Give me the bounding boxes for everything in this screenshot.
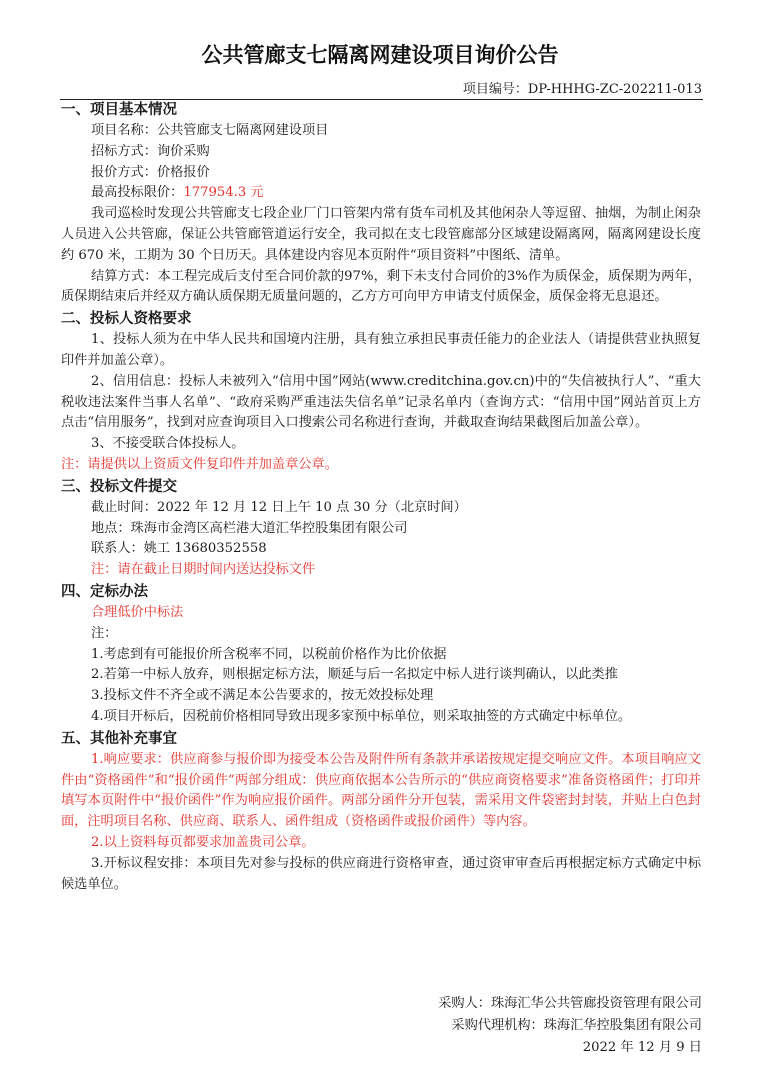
section-heading-other-matters: 五、其他补充事宜: [61, 730, 177, 747]
quote-method-label: 报价方式：: [91, 164, 157, 180]
section-heading-basic-info: 一、项目基本情况: [61, 102, 177, 118]
award-method-value: 合理低价中标法: [91, 604, 184, 620]
project-name-line: [61, 121, 701, 142]
qualification-note: 注：请提供以上资质文件复印件并加盖章公章。: [61, 456, 338, 472]
project-number: 项目编号：DP-HHHG-ZC-202211-013: [462, 82, 702, 97]
project-description-paragraph: 我司巡检时发现公共管廊支七段企业厂门口管架内常有货车司机及其他闲杂人等逗留、抽烟，为制止闲杂人员进入公共管廊，保证公共管廊管道运行安全，我司拟在支七段管廊部分区域建设隔离网，隔离网建设长度约 670 米，工期为 30 个日历天。具体建设内容见本页附件“项目资料”中图纸、清单。: [61, 206, 701, 263]
announcement-body: [61, 99, 701, 895]
project-name-label: 项目名称：: [91, 123, 157, 138]
settlement-paragraph: 结算方式：本工程完成后支付至合同价款的97%，剩下未支付合同价的3%作为质保金，质保期为两年，质保期结束后并经双方确认质保期无质量问题的，乙方方可向甲方申请支付质保金，质保金将无息退还。: [61, 268, 701, 305]
section-heading-submission: 三、投标文件提交: [61, 478, 177, 495]
tender-method-label: 招标方式：: [91, 143, 157, 159]
submission-contact: 联系人：姚工 13680352558: [91, 541, 267, 557]
other-matters-item-1: 1.响应要求：供应商参与报价即为接受本公告及附件所有条款并承诺按规定提交响应文件。本项目响应文件由“资格函件”和“报价函件”两部分组成：供应商依据本公告所示的“供应商资格要求”准备资格函件；打印并填写本页附件中“报价函件”作为响应报价函件。两部分函件分开包装，需采用文件袋密封封装，并贴上白色封面，注明项目名称、供应商、联系人、函件组成（资格函件或报价函件）等内容。: [61, 751, 701, 830]
agent-line: 采购代理机构：珠海汇华控股集团有限公司: [451, 1018, 702, 1033]
tender-method-value: 询价采购: [156, 143, 210, 159]
other-matters-item-2: 2.以上资料每页都要求加盖贵司公章。: [91, 834, 315, 850]
page-title: 公共管廊支七隔离网建设项目询价公告: [201, 43, 559, 67]
max-price-value: 177954.3 元: [183, 185, 264, 201]
max-price-label: 最高投标限价：: [91, 185, 184, 201]
project-name-value: 公共管廊支七隔离网建设项目: [156, 123, 329, 138]
quote-method-line: [61, 163, 701, 184]
purchaser-line: 采购人：珠海汇华公共管廊投资管理有限公司: [438, 996, 702, 1011]
qualification-item-1: 1、投标人须为在中华人民共和国境内注册，具有独立承担民事责任能力的企业法人（请提供营业执照复印件并加盖公章）。: [61, 332, 701, 368]
submission-deadline: 截止时间：2022 年 12 月 12 日上午 10 点 30 分（北京时间）: [91, 499, 467, 515]
award-rule-item: 4.项目开标后，因税前价格相同导致出现多家预中标单位，则采取抽签的方式确定中标单位。: [91, 708, 632, 724]
award-rule-item: 1.考虑到有可能报价所含税率不同，以税前价格作为比价依据: [91, 646, 447, 662]
qualification-item-3: 3、不接受联合体投标人。: [91, 436, 245, 452]
tender-method-line: [61, 142, 701, 163]
qualification-item-2: 2、信用信息：投标人未被列入“信用中国”网站(www.creditchina.gov.cn)中的“失信被执行人”、“重大税收违法案件当事人名单”、“政府采购严重违法失信名单”记录名单内（查询方式：“信用中国”网站首页上方点击“信用服务”，找到对应查询项目入口搜索公司名称进行查询，并截取查询结果截图后加盖公章）。: [61, 373, 701, 431]
section-heading-qualification: 二、投标人资格要求: [61, 311, 192, 328]
signature-block: [438, 993, 702, 1059]
submission-address: 地点：珠海市金湾区高栏港大道汇华控股集团有限公司: [91, 520, 408, 536]
section-heading-award-method: 四、定标办法: [61, 583, 148, 600]
issue-date: 2022 年 12 月 9 日: [582, 1040, 702, 1055]
other-matters-item-3: 3.开标议程安排：本项目先对参与投标的供应商进行资格审查，通过资审审查后再根据定标方式确定中标候选单位。: [61, 855, 701, 892]
award-rule-item: 2.若第一中标人放弃，则根据定标方法，顺延与后一名拟定中标人进行谈判确认，以此类推: [91, 667, 618, 683]
max-price-line: [61, 183, 701, 204]
submission-note: 注：请在截止日期时间内送达投标文件: [91, 562, 316, 578]
award-note-label: 注：: [91, 625, 118, 641]
award-rule-item: 3.投标文件不齐全或不满足本公告要求的，按无效投标处理: [91, 688, 434, 704]
quote-method-value: 价格报价: [156, 164, 210, 180]
